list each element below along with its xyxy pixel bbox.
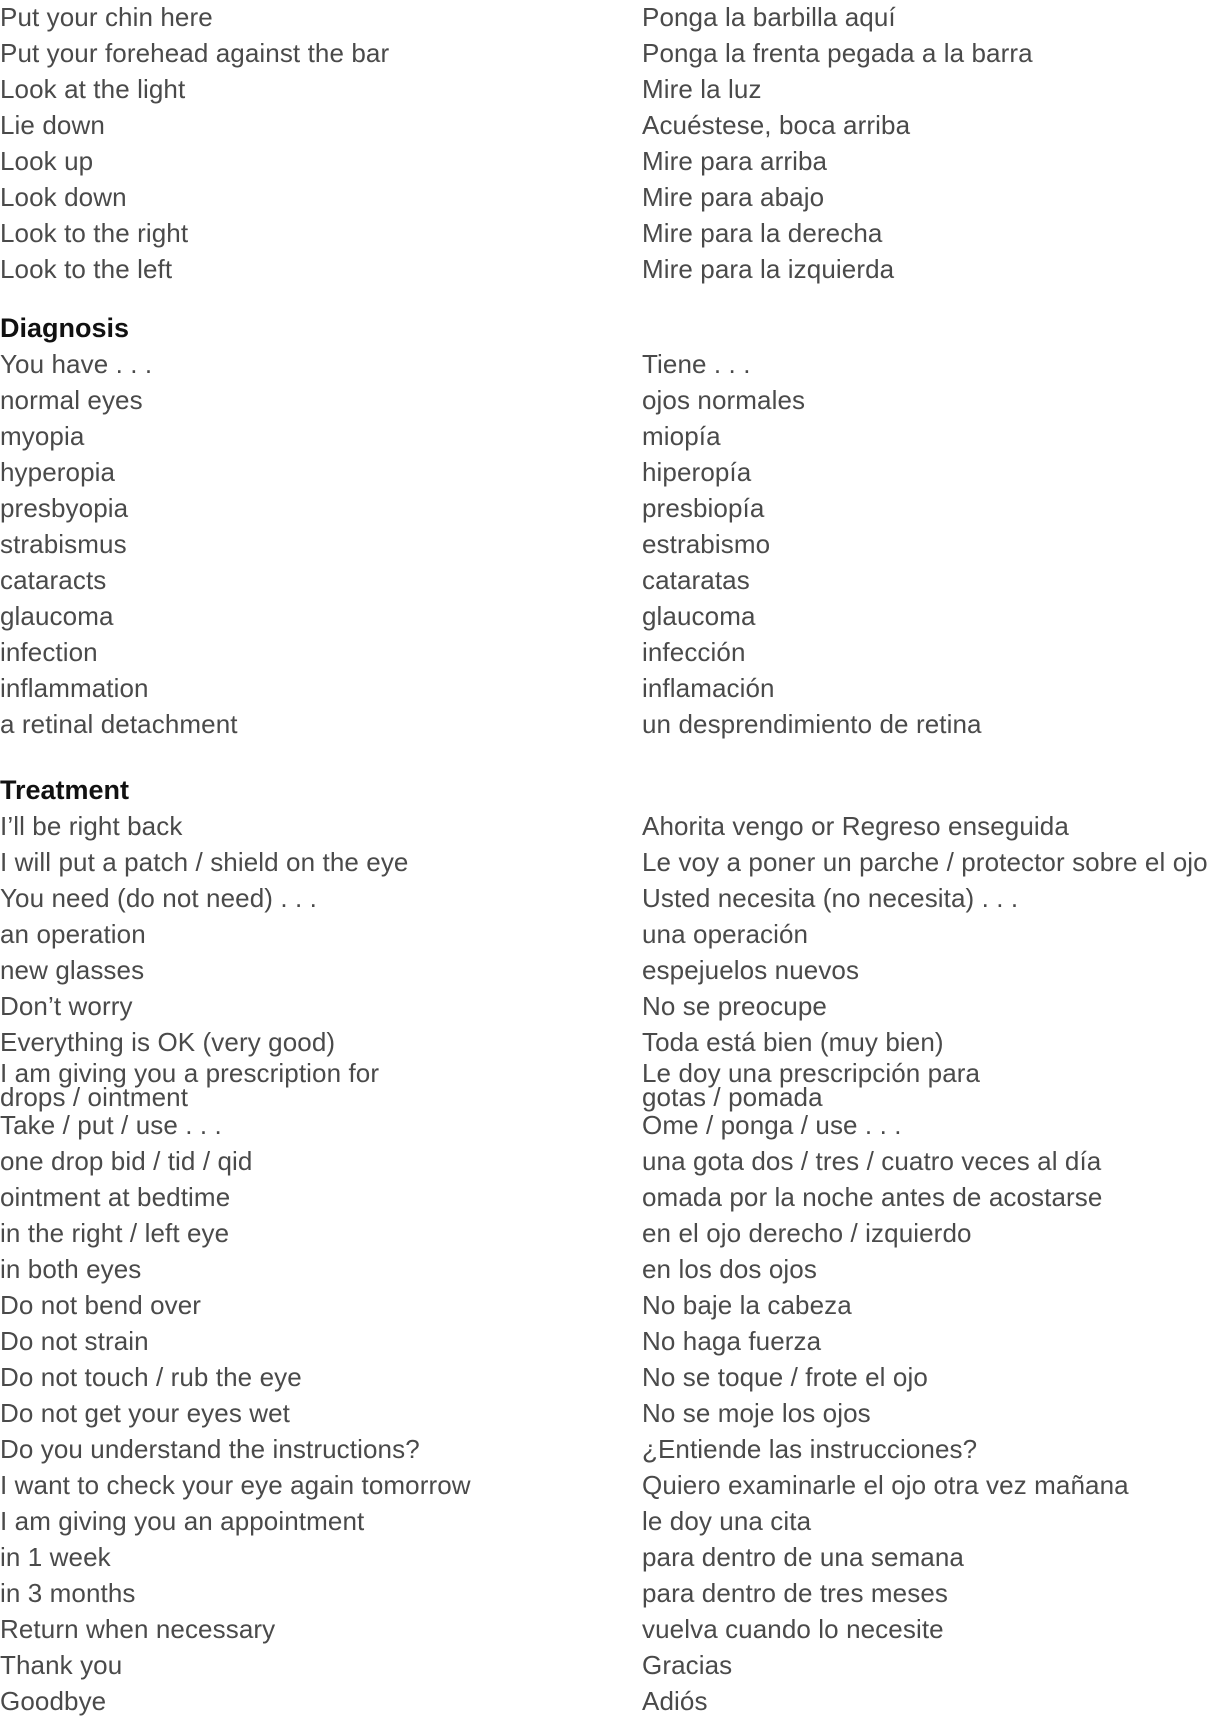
phrase-row	[0, 1468, 1209, 1502]
phrase-row	[0, 252, 1209, 286]
phrase-row	[0, 563, 1209, 597]
english-phrase: inflammation	[0, 673, 149, 703]
spanish-phrase: Le voy a poner un parche / protector sobre el ojo	[642, 847, 1208, 877]
phrase-row	[0, 1025, 1209, 1059]
english-phrase: one drop bid / tid / qid	[0, 1146, 253, 1176]
phrase-row	[0, 917, 1209, 951]
english-phrase: Look up	[0, 146, 94, 176]
english-phrase	[0, 1058, 380, 1112]
phrase-row	[0, 180, 1209, 214]
spanish-phrase: Ahorita vengo or Regreso enseguida	[642, 811, 1069, 841]
english-phrase: a retinal detachment	[0, 709, 238, 739]
english-phrase: Everything is OK (very good)	[0, 1027, 336, 1057]
spanish-phrase: Gracias	[642, 1650, 733, 1680]
spanish-phrase: espejuelos nuevos	[642, 955, 860, 985]
english-phrase: You need (do not need) . . .	[0, 883, 317, 913]
spanish-phrase: Quiero examinarle el ojo otra vez mañana	[642, 1470, 1129, 1500]
spanish-phrase: en los dos ojos	[642, 1254, 817, 1284]
phrase-row	[0, 1504, 1209, 1538]
english-phrase: glaucoma	[0, 601, 114, 631]
english-phrase: I will put a patch / shield on the eye	[0, 847, 409, 877]
english-phrase: You have . . .	[0, 349, 153, 379]
spanish-phrase: Mire para la derecha	[642, 218, 883, 248]
spanish-phrase: No haga fuerza	[642, 1326, 822, 1356]
english-phrase: Look to the right	[0, 218, 189, 248]
english-phrase-line: drops / ointment	[0, 1082, 189, 1112]
spanish-phrase	[642, 1058, 981, 1112]
spanish-phrase: para dentro de tres meses	[642, 1578, 948, 1608]
spanish-phrase: omada por la noche antes de acostarse	[642, 1182, 1103, 1212]
english-phrase: in 1 week	[0, 1542, 111, 1572]
english-phrase-line: I am giving you a prescription for	[0, 1058, 380, 1088]
spanish-phrase: No se preocupe	[642, 991, 827, 1021]
spanish-phrase: Ponga la barbilla aquí	[642, 2, 896, 32]
phrase-row	[0, 671, 1209, 705]
phrase-row	[0, 0, 1209, 34]
phrase-row	[0, 1576, 1209, 1610]
section-heading-diagnosis: Diagnosis	[0, 313, 130, 343]
english-phrase: Look down	[0, 182, 127, 212]
phrase-row	[0, 1180, 1209, 1214]
phrase-row	[0, 1540, 1209, 1574]
english-phrase: in 3 months	[0, 1578, 136, 1608]
english-phrase: in the right / left eye	[0, 1218, 230, 1248]
english-phrase: cataracts	[0, 565, 107, 595]
english-phrase: ointment at bedtime	[0, 1182, 231, 1212]
spanish-phrase: para dentro de una semana	[642, 1542, 964, 1572]
english-phrase: Do not bend over	[0, 1290, 202, 1320]
phrase-row	[0, 707, 1209, 741]
phrase-row	[0, 1216, 1209, 1250]
english-phrase: infection	[0, 637, 98, 667]
spanish-phrase: vuelva cuando lo necesite	[642, 1614, 944, 1644]
phrase-row	[0, 216, 1209, 250]
spanish-phrase: Mire para abajo	[642, 182, 825, 212]
english-phrase: Lie down	[0, 110, 105, 140]
phrase-row	[0, 1432, 1209, 1466]
english-phrase: an operation	[0, 919, 146, 949]
phrase-row	[0, 1144, 1209, 1178]
english-phrase: I am giving you an appointment	[0, 1506, 365, 1536]
section-heading-treatment: Treatment	[0, 775, 130, 805]
phrase-row	[0, 809, 1209, 843]
phrase-row	[0, 455, 1209, 489]
phrase-row	[0, 36, 1209, 70]
spanish-phrase: Ome / ponga / use . . .	[642, 1110, 902, 1140]
spanish-phrase: hiperopía	[642, 457, 752, 487]
english-phrase: Thank you	[0, 1650, 123, 1680]
spanish-phrase: Mire para arriba	[642, 146, 828, 176]
spanish-phrase: ¿Entiende las instrucciones?	[642, 1434, 978, 1464]
spanish-phrase: una operación	[642, 919, 809, 949]
spanish-phrase: miopía	[642, 421, 721, 451]
spanish-phrase: un desprendimiento de retina	[642, 709, 982, 739]
spanish-phrase: No se toque / frote el ojo	[642, 1362, 928, 1392]
spanish-phrase: No baje la cabeza	[642, 1290, 852, 1320]
spanish-phrase: estrabismo	[642, 529, 771, 559]
phrase-row	[0, 1288, 1209, 1322]
phrase-row	[0, 953, 1209, 987]
english-phrase: Take / put / use . . .	[0, 1110, 222, 1140]
spanish-phrase: Tiene . . .	[642, 349, 751, 379]
phrase-row	[0, 144, 1209, 178]
phrase-row	[0, 108, 1209, 142]
phrase-row	[0, 989, 1209, 1023]
phrase-row	[0, 72, 1209, 106]
spanish-phrase: glaucoma	[642, 601, 756, 631]
phrase-row	[0, 1058, 1209, 1112]
spanish-phrase: inflamación	[642, 673, 775, 703]
english-phrase: Do not strain	[0, 1326, 149, 1356]
phrase-row	[0, 1108, 1209, 1142]
phrase-row	[0, 845, 1209, 879]
spanish-phrase: Mire la luz	[642, 74, 762, 104]
english-phrase: Put your forehead against the bar	[0, 38, 390, 68]
phrase-row	[0, 599, 1209, 633]
spanish-phrase: Ponga la frenta pegada a la barra	[642, 38, 1033, 68]
spanish-phrase: presbiopía	[642, 493, 765, 523]
english-phrase: Don’t worry	[0, 991, 133, 1021]
phrase-row	[0, 527, 1209, 561]
spanish-phrase: Toda está bien (muy bien)	[642, 1027, 944, 1057]
spanish-phrase: ojos normales	[642, 385, 806, 415]
english-phrase: Look to the left	[0, 254, 173, 284]
english-phrase: Do you understand the instructions?	[0, 1434, 420, 1464]
phrase-row	[0, 1684, 1209, 1718]
spanish-phrase-line: Le doy una prescripción para	[642, 1058, 981, 1088]
spanish-phrase: Mire para la izquierda	[642, 254, 895, 284]
phrase-row	[0, 1252, 1209, 1286]
english-phrase: I’ll be right back	[0, 811, 183, 841]
english-phrase: Return when necessary	[0, 1614, 276, 1644]
phrase-row	[0, 1360, 1209, 1394]
phrase-row	[0, 881, 1209, 915]
english-phrase: presbyopia	[0, 493, 129, 523]
phrase-row	[0, 419, 1209, 453]
phrase-row	[0, 635, 1209, 669]
english-phrase: in both eyes	[0, 1254, 142, 1284]
spanish-phrase: cataratas	[642, 565, 750, 595]
spanish-phrase-line: gotas / pomada	[642, 1082, 823, 1112]
phrase-row	[0, 383, 1209, 417]
english-phrase: Do not get your eyes wet	[0, 1398, 290, 1428]
english-phrase: Put your chin here	[0, 2, 213, 32]
english-phrase: new glasses	[0, 955, 145, 985]
english-phrase: Look at the light	[0, 74, 186, 104]
spanish-phrase: le doy una cita	[642, 1506, 812, 1536]
english-phrase: strabismus	[0, 529, 127, 559]
english-phrase: hyperopia	[0, 457, 116, 487]
english-phrase: Goodbye	[0, 1686, 107, 1716]
english-phrase: myopia	[0, 421, 85, 451]
spanish-phrase: en el ojo derecho / izquierdo	[642, 1218, 972, 1248]
phrase-row	[0, 1396, 1209, 1430]
english-phrase: normal eyes	[0, 385, 143, 415]
spanish-phrase: Acuéstese, boca arriba	[642, 110, 911, 140]
phrase-row	[0, 1612, 1209, 1646]
spanish-phrase: una gota dos / tres / cuatro veces al día	[642, 1146, 1102, 1176]
english-phrase: Do not touch / rub the eye	[0, 1362, 302, 1392]
spanish-phrase: Usted necesita (no necesita) . . .	[642, 883, 1019, 913]
english-phrase: I want to check your eye again tomorrow	[0, 1470, 471, 1500]
spanish-phrase: Adiós	[642, 1686, 708, 1716]
spanish-phrase: infección	[642, 637, 746, 667]
phrase-row	[0, 1648, 1209, 1682]
phrase-row	[0, 347, 1209, 381]
spanish-phrase: No se moje los ojos	[642, 1398, 871, 1428]
phrase-row	[0, 491, 1209, 525]
phrase-row	[0, 1324, 1209, 1358]
